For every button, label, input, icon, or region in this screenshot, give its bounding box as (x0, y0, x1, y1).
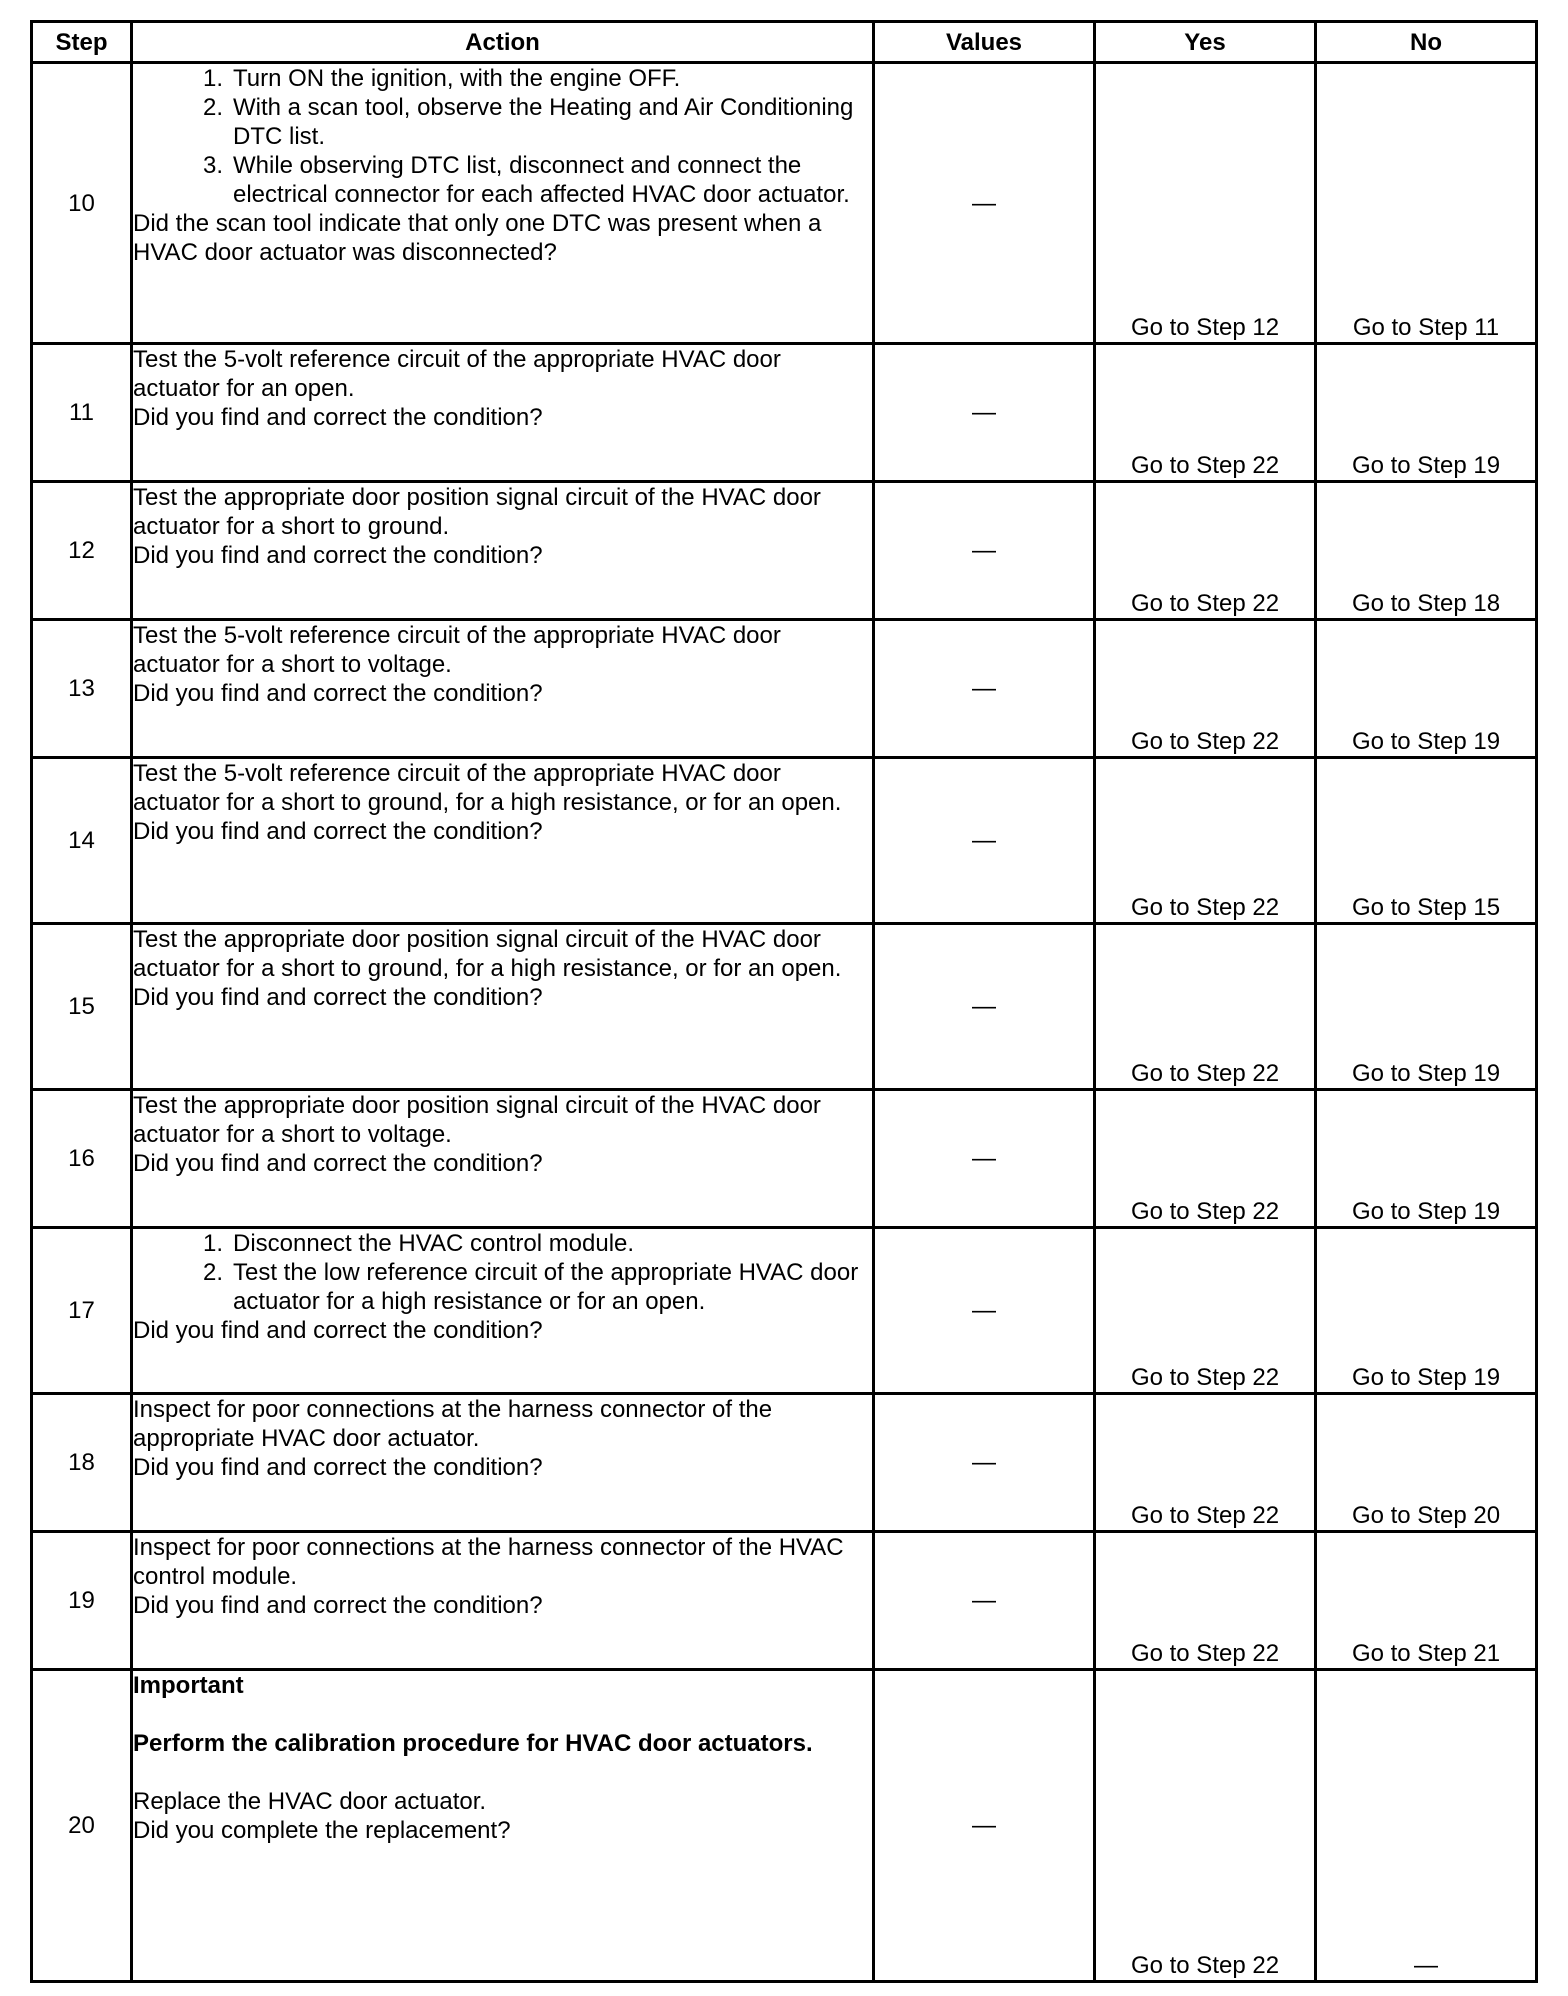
step-number: 20 (32, 1670, 132, 1982)
action-cell (132, 1394, 874, 1532)
action-question: Did you find and correct the condition? (133, 818, 543, 845)
list-item: 2. Test the low reference circuit of the appropriate HVAC door actuator for a high resistance or for an open. (202, 1259, 859, 1315)
no-cell: Go to Step 19 (1316, 620, 1537, 758)
action-question: Did you find and correct the condition? (133, 680, 543, 707)
no-cell: Go to Step 18 (1316, 482, 1537, 620)
value-cell: — (874, 1394, 1095, 1532)
table-row (32, 1090, 1537, 1228)
value-cell: — (874, 482, 1095, 620)
action-question: Did you complete the replacement? (133, 1817, 511, 1844)
action-question: Did you find and correct the condition? (133, 1317, 543, 1344)
action-list (133, 1229, 872, 1316)
value-cell: — (874, 344, 1095, 482)
header-values: Values (874, 22, 1095, 63)
step-number: 12 (32, 482, 132, 620)
value-cell: — (874, 758, 1095, 924)
value-cell: — (874, 620, 1095, 758)
list-item: 1. Disconnect the HVAC control module. (202, 1230, 635, 1257)
no-cell: — (1316, 1670, 1537, 1982)
yes-cell: Go to Step 22 (1095, 620, 1316, 758)
diagnostic-table (30, 20, 1538, 1983)
action-question: Did you find and correct the condition? (133, 1454, 543, 1481)
action-body (133, 1671, 872, 1816)
action-text: Replace the HVAC door actuator. (133, 1788, 487, 1815)
step-number: 14 (32, 758, 132, 924)
list-item: 1. Turn ON the ignition, with the engine OFF. (202, 65, 681, 92)
yes-cell: Go to Step 12 (1095, 63, 1316, 344)
no-cell: Go to Step 19 (1316, 924, 1537, 1090)
yes-cell: Go to Step 22 (1095, 1394, 1316, 1532)
table-row (32, 620, 1537, 758)
action-text: Test the 5-volt reference circuit of the appropriate HVAC door actuator for an open. (133, 346, 781, 402)
table-row (32, 344, 1537, 482)
yes-cell: Go to Step 22 (1095, 1670, 1316, 1982)
action-question: Did you find and correct the condition? (133, 1150, 543, 1177)
yes-cell: Go to Step 22 (1095, 1532, 1316, 1670)
table-row (32, 758, 1537, 924)
action-text: Inspect for poor connections at the harness connector of the appropriate HVAC door actuator. (133, 1396, 773, 1452)
yes-cell: Go to Step 22 (1095, 758, 1316, 924)
table-row (32, 1394, 1537, 1532)
action-cell (132, 620, 874, 758)
table-row (32, 1532, 1537, 1670)
list-item: 3. While observing DTC list, disconnect and connect the electrical connector for each affected HVAC door actuator. (202, 152, 850, 208)
header-action: Action (132, 22, 874, 63)
action-cell (132, 758, 874, 924)
yes-cell: Go to Step 22 (1095, 344, 1316, 482)
no-cell: Go to Step 19 (1316, 1090, 1537, 1228)
action-cell (132, 1670, 874, 1982)
action-cell (132, 1228, 874, 1394)
action-cell (132, 924, 874, 1090)
action-cell (132, 1532, 874, 1670)
yes-cell: Go to Step 22 (1095, 1090, 1316, 1228)
table-row (32, 482, 1537, 620)
yes-cell: Go to Step 22 (1095, 482, 1316, 620)
table-row (32, 1670, 1537, 1982)
step-number: 13 (32, 620, 132, 758)
action-cell (132, 344, 874, 482)
action-text: Test the 5-volt reference circuit of the appropriate HVAC door actuator for a short to voltage. (133, 622, 781, 678)
table-row (32, 1228, 1537, 1394)
action-list (133, 64, 872, 209)
yes-cell: Go to Step 22 (1095, 924, 1316, 1090)
action-text: Test the 5-volt reference circuit of the appropriate HVAC door actuator for a short to ground, for a high resistance, or for an open. (133, 760, 842, 816)
value-cell: — (874, 1228, 1095, 1394)
value-cell: — (874, 1532, 1095, 1670)
action-question: Did you find and correct the condition? (133, 542, 543, 569)
action-cell (132, 482, 874, 620)
header-step: Step (32, 22, 132, 63)
value-cell: — (874, 63, 1095, 344)
action-question: Did the scan tool indicate that only one DTC was present when a HVAC door actuator was disconnected? (133, 210, 822, 266)
value-cell: — (874, 1670, 1095, 1982)
header-yes: Yes (1095, 22, 1316, 63)
table-row (32, 924, 1537, 1090)
action-text: Test the appropriate door position signal circuit of the HVAC door actuator for a short to ground, for a high resistance, or for an open. (133, 926, 842, 982)
yes-cell: Go to Step 22 (1095, 1228, 1316, 1394)
header-no: No (1316, 22, 1537, 63)
action-text: Inspect for poor connections at the harness connector of the HVAC control module. (133, 1534, 844, 1590)
step-number: 17 (32, 1228, 132, 1394)
no-cell: Go to Step 19 (1316, 344, 1537, 482)
step-number: 16 (32, 1090, 132, 1228)
action-question: Did you find and correct the condition? (133, 404, 543, 431)
step-number: 11 (32, 344, 132, 482)
value-cell: — (874, 1090, 1095, 1228)
action-cell (132, 63, 874, 344)
step-number: 19 (32, 1532, 132, 1670)
step-number: 15 (32, 924, 132, 1090)
no-cell: Go to Step 11 (1316, 63, 1537, 344)
action-question: Did you find and correct the condition? (133, 984, 543, 1011)
action-cell (132, 1090, 874, 1228)
action-text: Test the appropriate door position signal circuit of the HVAC door actuator for a short to voltage. (133, 1092, 821, 1148)
no-cell: Go to Step 19 (1316, 1228, 1537, 1394)
value-cell: — (874, 924, 1095, 1090)
step-number: 10 (32, 63, 132, 344)
no-cell: Go to Step 21 (1316, 1532, 1537, 1670)
no-cell: Go to Step 20 (1316, 1394, 1537, 1532)
list-item: 2. With a scan tool, observe the Heating and Air Conditioning DTC list. (202, 94, 854, 150)
no-cell: Go to Step 15 (1316, 758, 1537, 924)
important-heading: Important (133, 1672, 244, 1699)
action-text: Test the appropriate door position signal circuit of the HVAC door actuator for a short to ground. (133, 484, 821, 540)
step-number: 18 (32, 1394, 132, 1532)
action-question: Did you find and correct the condition? (133, 1592, 543, 1619)
important-text: Perform the calibration procedure for HVAC door actuators. (133, 1730, 813, 1757)
header-row (32, 22, 1537, 63)
table-row (32, 63, 1537, 344)
